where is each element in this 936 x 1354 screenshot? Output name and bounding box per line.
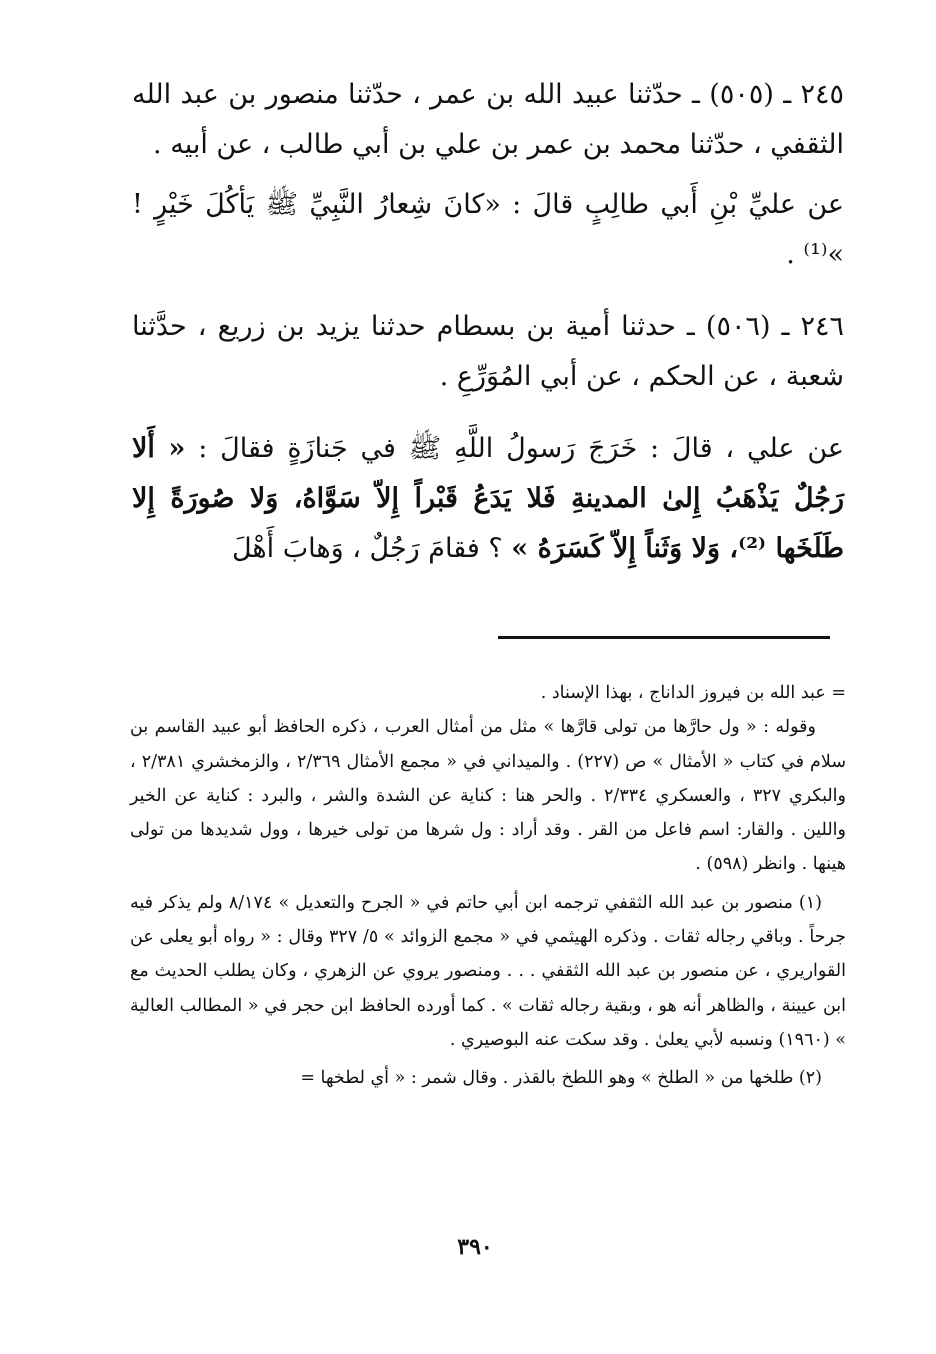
main-text	[132, 70, 844, 574]
footnote-commentary: وقوله : « ول حارَّها من تولى قارَّها » مثل من أمثال العرب ، ذكره الحافظ أبو عبيد القاسم بن سلام في كتاب « الأمثال » ص (٢٢٧) . والميداني في « مجمع الأمثال ٢/٣٦٩ ، والزمخشري ٢/٣٨١ ، والبكري ٣٢٧ ، والعسكري ٢/٣٣٤ . والحر هنا : كناية عن الشدة والشر ، والبرد : كناية عن الخير واللين . والقار: اسم فاعل من القر . وقد أراد : ول شرها من تولى خيرها ، وول شديدها من تولى هينها . وانظر (٥٩٨) .	[130, 717, 846, 875]
hadith-246-matn-end: ؟ فقامَ رَجُلٌ ، وَهابَ أَهْلَ	[231, 533, 512, 564]
footnotes-section	[130, 676, 846, 1096]
hadith-246-matn	[132, 424, 844, 574]
hadith-246-matn-intro: عن علي ، قالَ : خَرَجَ رَسولُ اللَّهِ ﷺ في جَنازَةٍ فقالَ :	[198, 433, 844, 464]
hadith-245-matn: عن عليِّ بْنِ أَبي طالِبٍ قالَ : «كانَ شِعارُ النَّبِيِّ ﷺ يَأكُلَ خَيْرٍ ! »⁽¹⁾ .	[132, 189, 844, 270]
footnote-2: (٢) طلخها من « الطلخ » وهو اللطخ بالقذر . وقال شمر : « أي لطخها =	[300, 1068, 822, 1089]
hadith-245-isnad: ٢٤٥ ـ (٥٠٥) ـ حدّثنا عبيد الله بن عمر ، حدّثنا منصور بن عبد الله الثقفي ، حدّثنا محمد بن عمر بن علي بن أبي طالب ، عن أبيه .	[132, 79, 844, 160]
footnote-continuation: = عبد الله بن فيروز الداناج ، بهذا الإسناد .	[540, 683, 846, 703]
hadith-246-prophet-quote: « أَلا رَجُلٌ يَذْهَبُ إِلىٰ المدينةِ فَلا يَدَعُ قَبْراً إِلاّ سَوَّاهُ، وَلا صُورَةً إِلا طَلَخَها ⁽²⁾، وَلا وَثَناً إِلاّ كَسَرَهُ »	[132, 433, 844, 564]
footnote-divider	[498, 636, 830, 639]
page-number: ٣٩٠	[457, 1234, 493, 1260]
footnote-1: (١) منصور بن عبد الله الثقفي ترجمه ابن أبي حاتم في « الجرح والتعديل » ٨/١٧٤ ولم يذكر فيه جرحاً . وباقي رجاله ثقات . وذكره الهيثمي في « مجمع الزوائد » ٥/ ٣٢٧ وقال : « رواه أبو يعلى عن القواريري ، عن منصور بن عبد الله الثقفي . . . ومنصور يروي عن الزهري ، وكان يطلب الحديث مع ابن عيينة ، والظاهر أنه هو ، وبقية رجاله ثقات » . كما أورده الحافظ ابن حجر في « المطالب العالية » (١٩٦٠) ونسبه لأبي يعلىٰ . وقد سكت عنه البوصيري .	[130, 892, 846, 1050]
hadith-246-isnad: ٢٤٦ ـ (٥٠٦) ـ حدثنا أمية بن بسطام حدثنا يزيد بن زريع ، حدَّثنا شعبة ، عن الحكم ، عن أبي المُوَرِّعِ .	[132, 311, 845, 392]
